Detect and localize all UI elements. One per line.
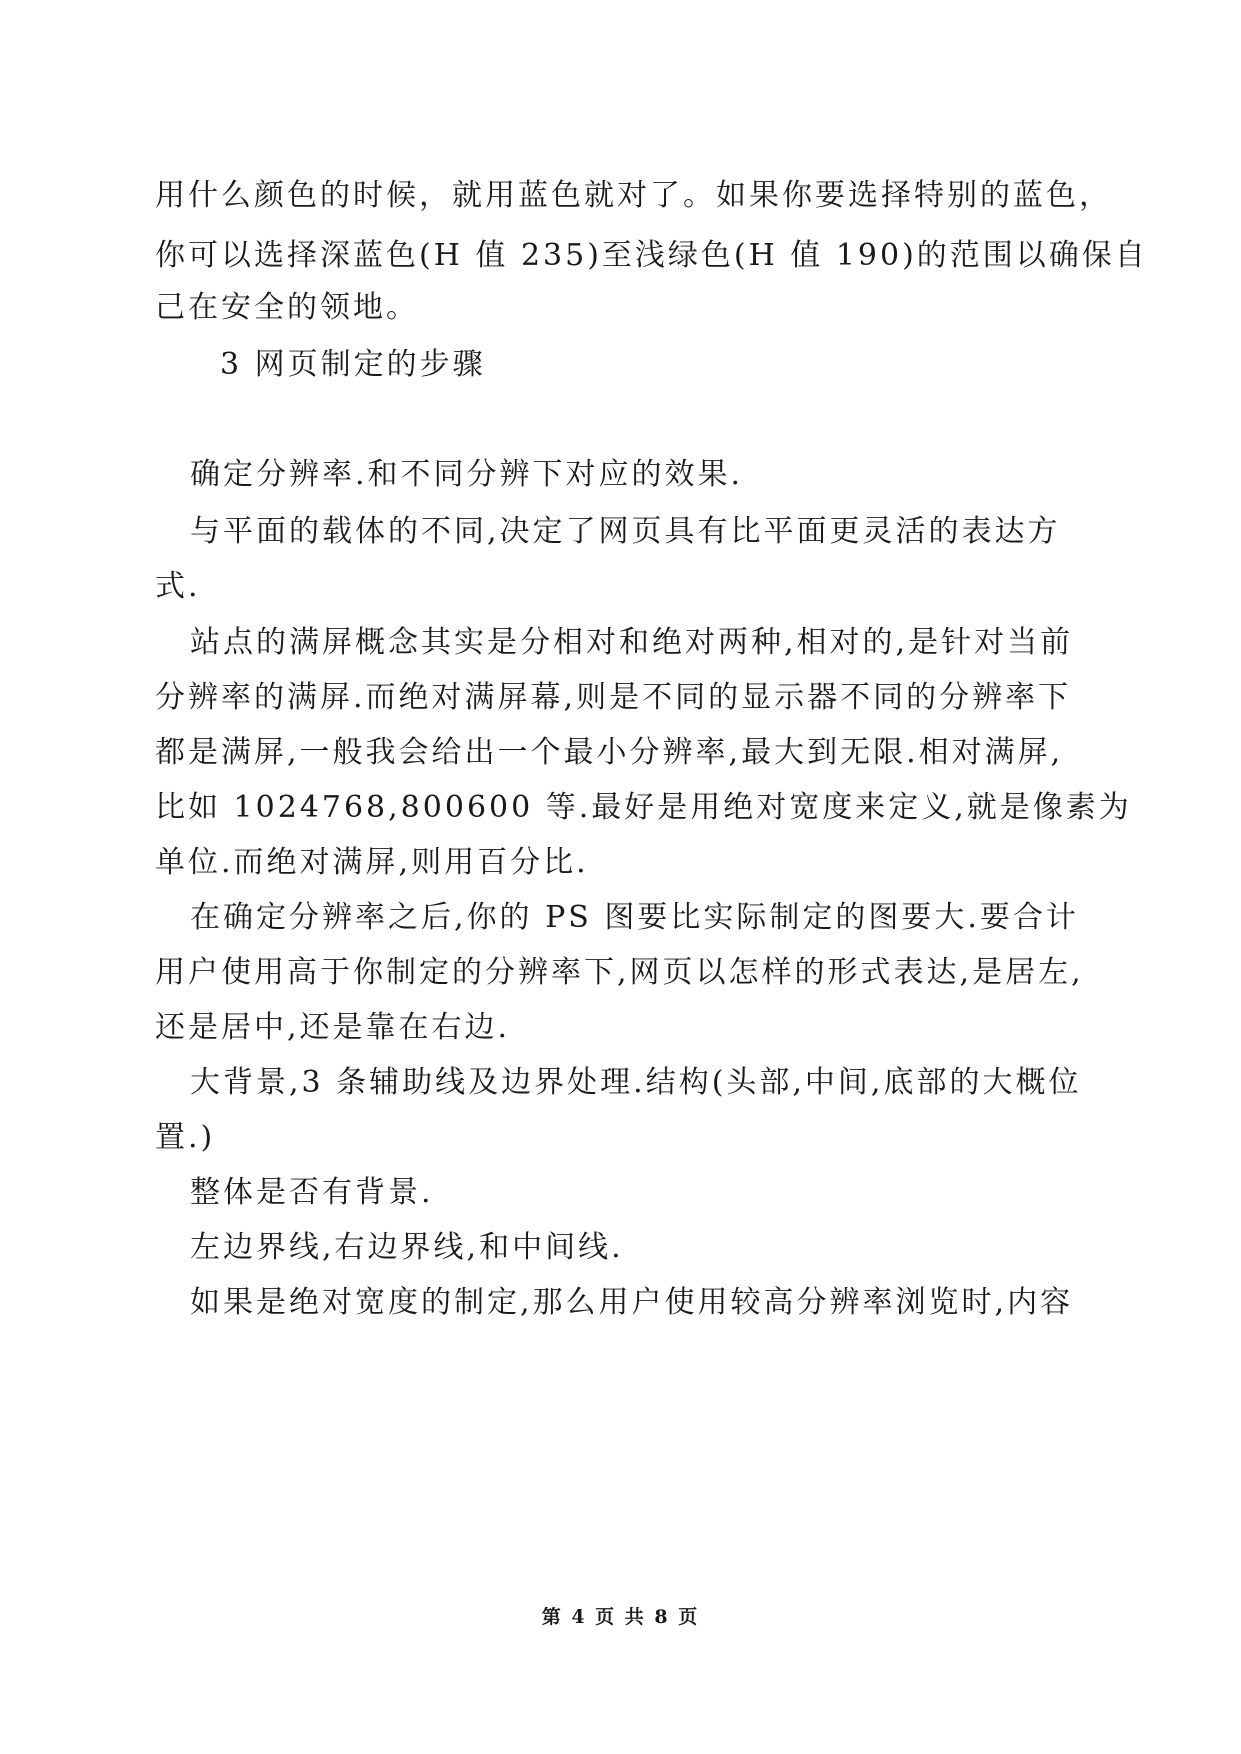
body-text-line: 确定分辨率.和不同分辨下对应的效果.	[190, 457, 744, 492]
body-text-line: 如果是绝对宽度的制定,那么用户使用较高分辨率浏览时,内容	[190, 1285, 1074, 1320]
body-text-line: 单位.而绝对满屏,则用百分比.	[155, 845, 589, 880]
body-text-line: 式.	[155, 569, 201, 604]
body-text-line: 用户使用高于你制定的分辨率下,网页以怎样的形式表达,是居左,	[155, 955, 1084, 990]
body-text-line: 站点的满屏概念其实是分相对和绝对两种,相对的,是针对当前	[190, 625, 1074, 660]
body-text-line: 都是满屏,一般我会给出一个最小分辨率,最大到无限.相对满屏,	[155, 735, 1064, 770]
body-text-line: 己在安全的领地。	[155, 290, 419, 325]
body-text-line: 与平面的载体的不同,决定了网页具有比平面更灵活的表达方	[190, 514, 1061, 549]
body-text-line: 用什么颜色的时候，就用蓝色就对了。如果你要选择特别的蓝色，	[155, 178, 1112, 213]
body-text-line: 置.)	[155, 1120, 216, 1155]
body-text-line: 左边界线,右边界线,和中间线.	[190, 1230, 624, 1265]
body-text-line: 比如 1024768,800600 等.最好是用绝对宽度来定义,就是像素为	[155, 790, 1132, 825]
body-text-line: 还是居中,还是靠在右边.	[155, 1010, 511, 1045]
body-text-line: 你可以选择深蓝色(H 值 235)至浅绿色(H 值 190)的范围以确保自	[155, 238, 1148, 273]
body-text-line: 大背景,3 条辅助线及边界处理.结构(头部,中间,底部的大概位	[190, 1065, 1082, 1100]
body-text-line: 整体是否有背景.	[190, 1175, 434, 1210]
body-text-line: 在确定分辨率之后,你的 PS 图要比实际制定的图要大.要合计	[190, 900, 1079, 935]
page-number-footer: 第 4 页 共 8 页	[541, 1606, 700, 1628]
body-text-line: 分辨率的满屏.而绝对满屏幕,则是不同的显示器不同的分辨率下	[155, 680, 1072, 715]
section-heading: 3 网页制定的步骤	[220, 347, 486, 382]
